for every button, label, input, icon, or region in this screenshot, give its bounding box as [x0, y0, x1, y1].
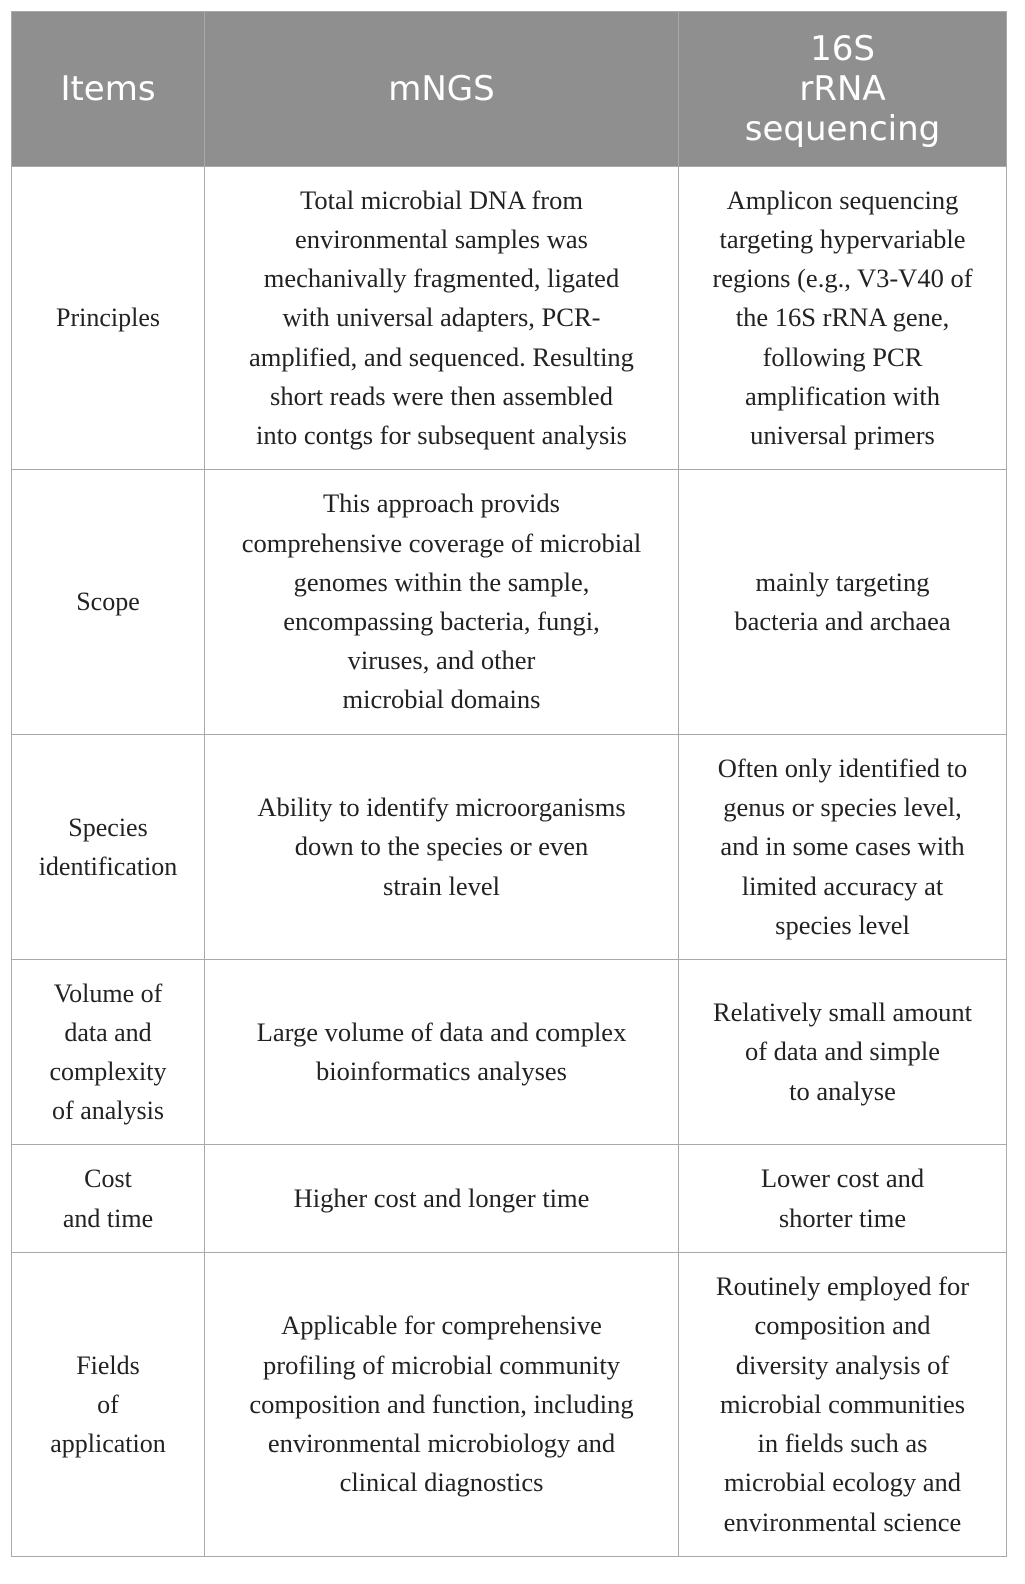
header-16s: 16S rRNA sequencing	[679, 12, 1007, 167]
row-mngs-cell: Total microbial DNA from environmental samples was mechanivally fragmented, ligated with universal adapters, PCR- amplified, and sequenced. Resulting short reads were then assembled into contgs for subsequent analysis	[205, 167, 679, 470]
row-mngs-cell: Ability to identify microorganisms down to the species or even strain level	[205, 735, 679, 960]
table-row	[12, 735, 1007, 960]
table-row	[12, 960, 1007, 1145]
comparison-table	[11, 11, 1007, 1557]
table-row	[12, 1145, 1007, 1253]
table-row	[12, 167, 1007, 470]
row-16s-cell: Relatively small amount of data and simple to analyse	[679, 960, 1007, 1145]
row-item-cell: Volume of data and complexity of analysis	[12, 960, 205, 1145]
table-row	[12, 470, 1007, 735]
row-16s-cell: Routinely employed for composition and diversity analysis of microbial communities in fields such as microbial ecology and environmental science	[679, 1253, 1007, 1557]
row-mngs-cell: This approach provids comprehensive coverage of microbial genomes within the sample, encompassing bacteria, fungi, viruses, and other microbial domains	[205, 470, 679, 735]
header-items: Items	[12, 12, 205, 167]
row-16s-cell: Often only identified to genus or species level, and in some cases with limited accuracy at species level	[679, 735, 1007, 960]
row-item-cell: Fields of application	[12, 1253, 205, 1557]
row-mngs-cell: Higher cost and longer time	[205, 1145, 679, 1253]
row-item-cell: Cost and time	[12, 1145, 205, 1253]
row-mngs-cell: Applicable for comprehensive profiling of microbial community composition and function, including environmental microbiology and clinical diagnostics	[205, 1253, 679, 1557]
row-16s-cell: Amplicon sequencing targeting hypervariable regions (e.g., V3-V40 of the 16S rRNA gene, following PCR amplification with universal primers	[679, 167, 1007, 470]
row-item-cell: Scope	[12, 470, 205, 735]
row-16s-cell: mainly targeting bacteria and archaea	[679, 470, 1007, 735]
row-item-cell: Species identification	[12, 735, 205, 960]
header-mngs: mNGS	[205, 12, 679, 167]
table-row	[12, 1253, 1007, 1557]
header-row	[12, 12, 1007, 167]
row-item-cell: Principles	[12, 167, 205, 470]
row-mngs-cell: Large volume of data and complex bioinformatics analyses	[205, 960, 679, 1145]
row-16s-cell: Lower cost and shorter time	[679, 1145, 1007, 1253]
